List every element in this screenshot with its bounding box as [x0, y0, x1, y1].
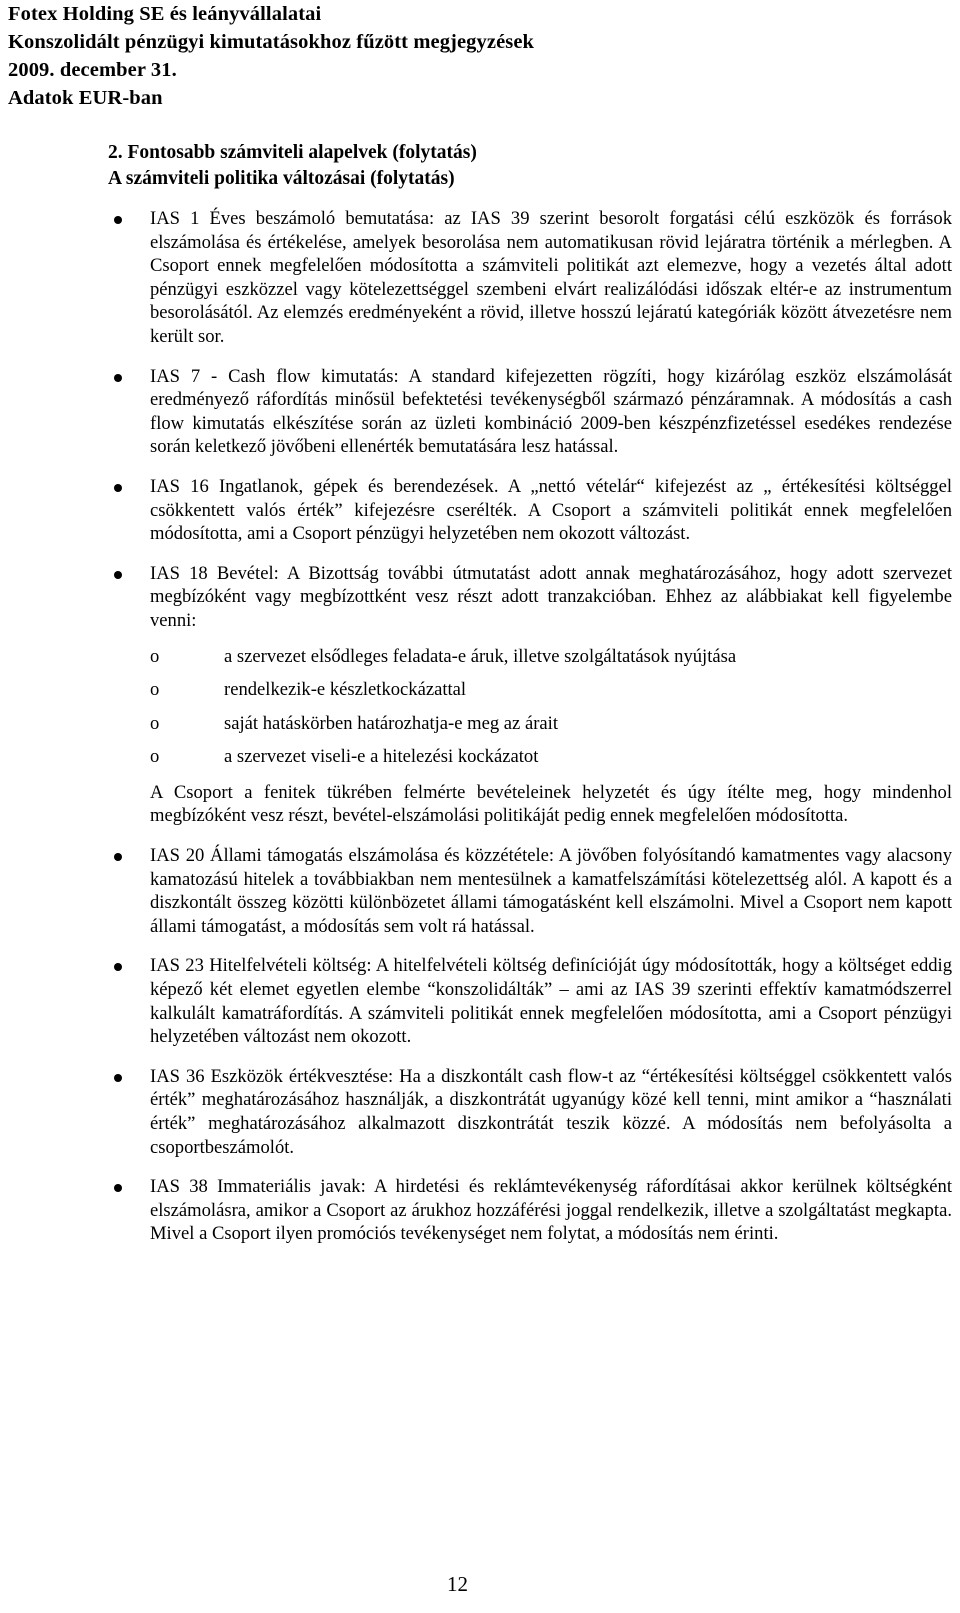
- list-item-conclusion: A Csoport a fenitek tükrében felmérte bevételeinek helyzetét és úgy ítélte meg, hogy mindenhol megbízóként vesz részt, bevétel-elszámolási politikáját pedig ennek megfelelően módosította.: [150, 781, 952, 827]
- list-item-ias-20: [108, 844, 952, 938]
- sub-list-item-text: a szervezet elsődleges feladata-e áruk, illetve szolgáltatások nyújtása: [224, 645, 737, 667]
- list-item-text: IAS 7 - Cash flow kimutatás: A standard kifejezetten rögzíti, hogy kizárólag eszköz elszámolását eredményező ráfordítás minősül befektetési tevékenységből származó pénzáramnak. A módosítás a cash flow kimutatás elkészítése során az üzleti kombináció 2009-ben készpénzfizetéssel esedékes rendezése során keletkező jövőbeni ellenérték bemutatására lesz hatással.: [150, 365, 952, 458]
- currency-note: Adatok EUR-ban: [8, 87, 163, 109]
- circle-bullet-icon: o: [150, 645, 160, 667]
- list-item-text: IAS 16 Ingatlanok, gépek és berendezések. A „nettó vételár“ kifejezést az „ értékesítési költséggel csökkentett valós érték” kifejezésre cserélték. A Csoport a számviteli politikát ennek megfelelően módosította, ami a Csoport pénzügyi helyzetében nem okozott változást.: [150, 475, 952, 545]
- sub-list-item: [150, 712, 952, 736]
- bullet-icon: [114, 374, 122, 382]
- sub-list-item: [150, 645, 952, 669]
- list-item-ias-1: [108, 207, 952, 349]
- section-subtitle: A számviteli politika változásai (folytatás): [108, 168, 455, 189]
- section-title: 2. Fontosabb számviteli alapelvek (folytatás): [108, 142, 477, 163]
- sub-list-item-text: a szervezet viseli-e a hitelezési kockázatot: [224, 746, 539, 768]
- document-header: [8, 0, 534, 112]
- list-item-ias-16: [108, 475, 952, 546]
- list-item-text: IAS 23 Hitelfelvételi költség: A hitelfelvételi költség definícióját úgy módosították, hogy a költséget eddig képező két elemet egyetlen elembe “konszolidálták” – ami az IAS 39 szerinti effektív kamatmódszerrel kalkulált kamatráfordítás. A számviteli politikát ennek megfelelően módosította, ami a Csoport pénzügyi helyzetében változást nem okozott.: [150, 955, 952, 1048]
- list-item-ias-36: [108, 1065, 952, 1159]
- list-item-text: IAS 38 Immateriális javak: A hirdetési és reklámtevékenység ráfordításai akkor kerülnek költségként elszámolásra, amikor a Csoport az árukhoz hozzáférési joggal rendelkezik, illetve a szolgáltatást megkapta. Mivel a Csoport ilyen promóciós tevékenységet nem folytat, a módosítás nem érinti.: [150, 1176, 952, 1245]
- bullet-icon: [114, 963, 122, 971]
- list-item-text: IAS 1 Éves beszámoló bemutatása: az IAS 39 szerint besorolt forgatási célú eszközök és források elszámolása és értékelése, amelyek besorolása nem automatikusan rövid lejáratra történik a mérlegben. A Csoport ennek megfelelően módosította a számviteli politikát azt elemezve, hogy a vezetés által adott pénzügyi eszközzel vagy kötelezettséggel szembeni elvárt realizálódási időszak eltér-e az instrumentum besorolásától. Az elemzés eredményeként a rövid, illetve hosszú lejáratú kategóriák között átvezetésre nem került sor.: [150, 208, 952, 347]
- list-item-ias-38: [108, 1175, 952, 1246]
- document-date: 2009. december 31.: [8, 59, 177, 81]
- sub-list-item: [150, 678, 952, 702]
- standards-list: [108, 207, 952, 1262]
- bullet-icon: [114, 1184, 122, 1192]
- list-item-text: IAS 20 Állami támogatás elszámolása és közzététele: A jövőben folyósítandó kamatmentes vagy alacsony kamatozású hitelek a továbbiakban nem mentesülnek a kamatfelszámítási kötelezettség alól. A kapott és a diszkontált összeg közötti különbözetet állami támogatásként kell elszámolni. Mivel a Csoport nem kapott állami támogatást, a módosítás sem volt rá hatással.: [150, 845, 952, 937]
- bullet-icon: [114, 484, 122, 492]
- sub-list-item: [150, 745, 952, 769]
- list-item-ias-23: [108, 954, 952, 1048]
- sub-list: [150, 645, 952, 769]
- bullet-icon: [114, 571, 122, 579]
- circle-bullet-icon: o: [150, 679, 160, 701]
- list-item-text: IAS 18 Bevétel: A Bizottság további útmutatást adott annak meghatározásához, hogy adott szervezet megbízóként vagy megbízottként vesz részt adott tranzakcióban. Ehhez az alábbiakat kell figyelembe venni:: [150, 562, 952, 631]
- list-item-text: IAS 36 Eszközök értékvesztése: Ha a diszkontált cash flow-t az “értékesítési költséggel csökkentett valós érték” meghatározásához használják, a diszkontrátát ugyanúgy közé kell tenni, mint amikor a “használati érték” meghatározásához alkalmazott diszkontrátát teszik közzé. A módosítás nem befolyásolta a csoportbeszámolót.: [150, 1065, 952, 1158]
- sub-list-item-text: saját hatáskörben határozhatja-e meg az árait: [224, 712, 558, 734]
- circle-bullet-icon: o: [150, 746, 160, 768]
- bullet-icon: [114, 1074, 122, 1082]
- company-name: Fotex Holding SE és leányvállalatai: [8, 3, 322, 25]
- list-item-ias-7: [108, 365, 952, 459]
- sub-list-item-text: rendelkezik-e készletkockázattal: [224, 679, 467, 701]
- document-title: Konszolidált pénzügyi kimutatásokhoz fűzött megjegyzések: [8, 31, 535, 53]
- page-number: 12: [447, 1572, 468, 1596]
- bullet-icon: [114, 216, 122, 224]
- list-item-ias-18: [108, 562, 952, 828]
- bullet-icon: [114, 853, 122, 861]
- circle-bullet-icon: o: [150, 712, 160, 734]
